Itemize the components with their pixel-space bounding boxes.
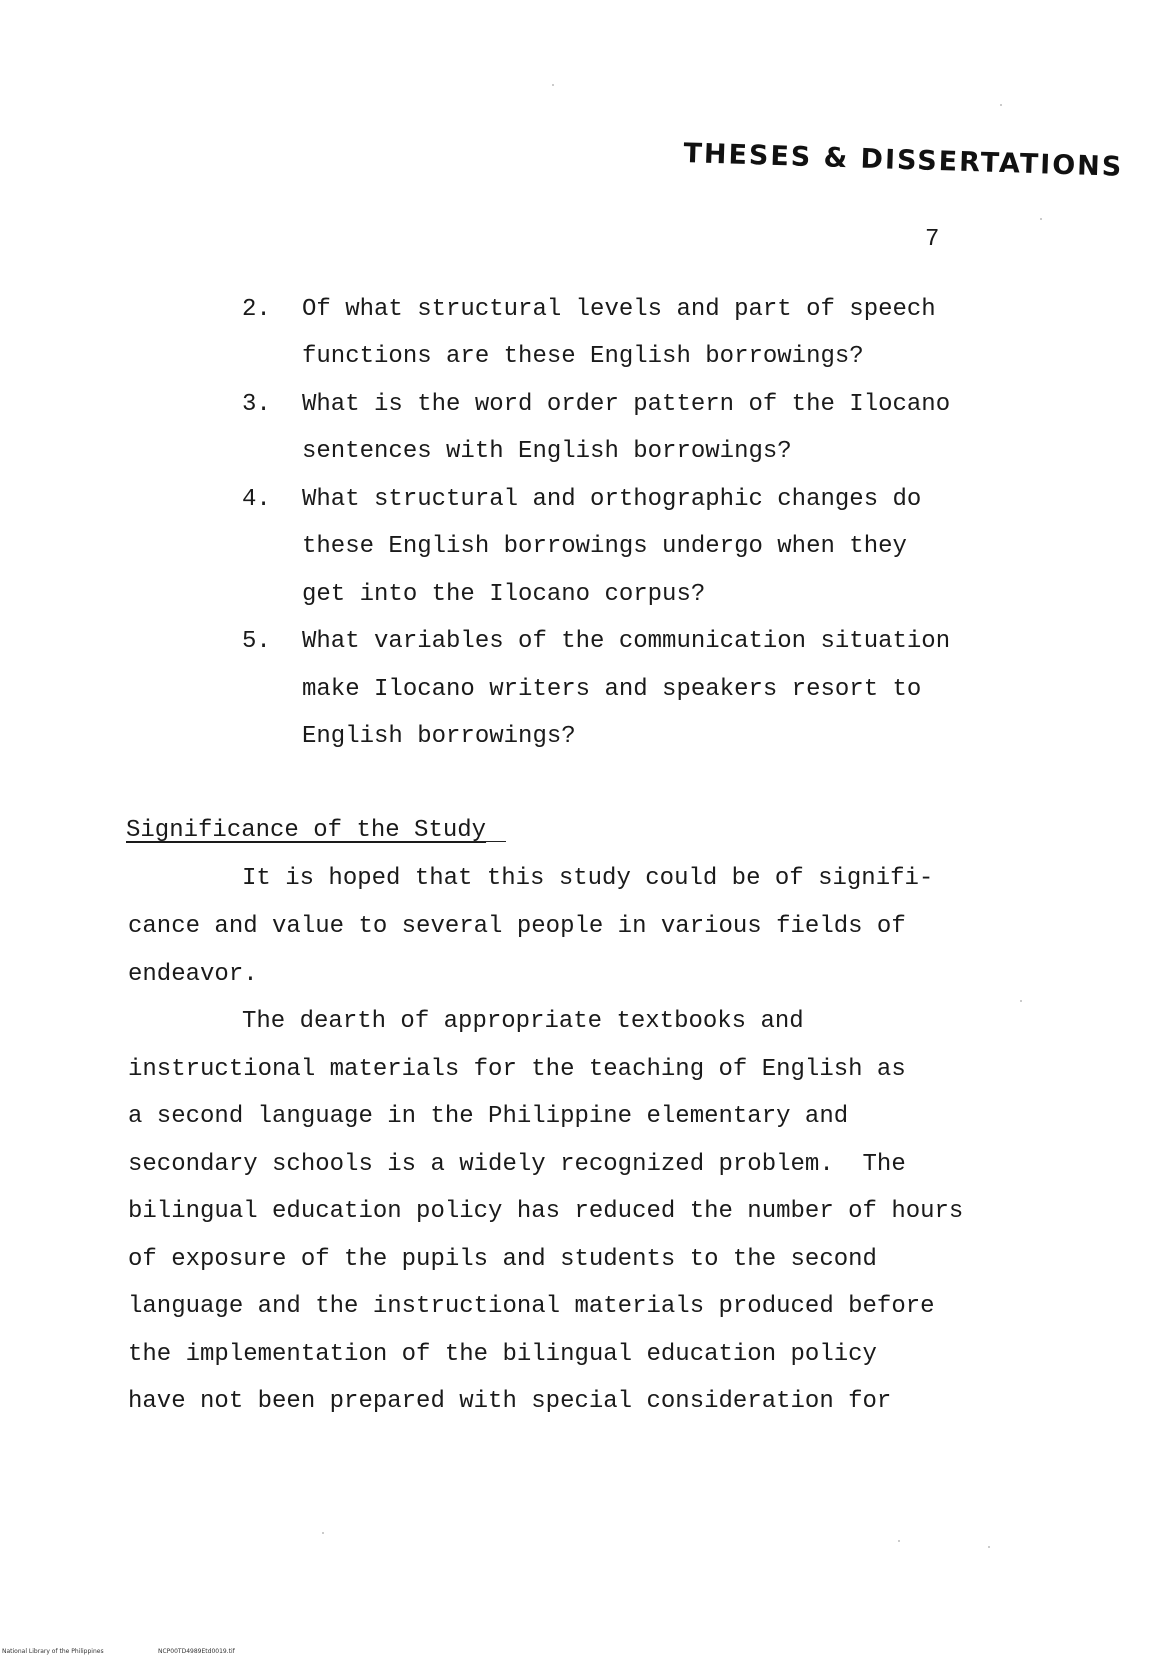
question-line: What variables of the communication situation [302, 628, 951, 655]
question-number: 4. [242, 486, 271, 513]
question-line: Of what structural levels and part of speech [302, 296, 936, 323]
question-line: English borrowings? [302, 723, 576, 750]
heading-underline [470, 841, 506, 842]
paragraph-line: of exposure of the pupils and students to the second [128, 1246, 877, 1273]
question-number: 3. [242, 391, 271, 418]
scan-speck [1040, 218, 1042, 220]
scan-speck [1000, 104, 1002, 106]
paragraph-line: a second language in the Philippine elementary and [128, 1103, 849, 1130]
paragraph-line: the implementation of the bilingual education policy [128, 1341, 877, 1368]
scan-speck [1020, 1000, 1022, 1002]
paragraph-line: The dearth of appropriate textbooks and [242, 1008, 804, 1035]
question-number: 5. [242, 628, 271, 655]
question-line: functions are these English borrowings? [302, 343, 864, 370]
paragraph-line: secondary schools is a widely recognized problem. The [128, 1151, 906, 1178]
footer-library: National Library of the Philippines [2, 1648, 104, 1655]
scan-speck [988, 1546, 990, 1548]
question-line: these English borrowings undergo when they [302, 533, 907, 560]
paragraph-line: cance and value to several people in various fields of [128, 913, 906, 940]
page-number: 7 [925, 226, 940, 253]
section-heading: Significance of the Study [126, 817, 487, 844]
question-line: sentences with English borrowings? [302, 438, 792, 465]
question-number: 2. [242, 296, 271, 323]
scan-speck [552, 84, 554, 86]
question-line: What is the word order pattern of the Ilocano [302, 391, 951, 418]
question-line: make Ilocano writers and speakers resort to [302, 676, 922, 703]
paragraph-line: have not been prepared with special consideration for [128, 1388, 892, 1415]
footer-file: NCP00TD4989Etd0019.tif [158, 1648, 235, 1655]
paragraph-line: It is hoped that this study could be of signifi- [242, 865, 934, 892]
paragraph-line: language and the instructional materials produced before [128, 1293, 935, 1320]
theses-dissertations-stamp: THESES & DISSERTATIONS [683, 138, 1124, 183]
scan-speck [898, 1540, 900, 1542]
scan-speck [322, 1532, 324, 1534]
paragraph-line: bilingual education policy has reduced the number of hours [128, 1198, 964, 1225]
question-line: get into the Ilocano corpus? [302, 581, 706, 608]
question-line: What structural and orthographic changes do [302, 486, 922, 513]
paragraph-line: instructional materials for the teaching of English as [128, 1056, 906, 1083]
paragraph-line: endeavor. [128, 961, 258, 988]
